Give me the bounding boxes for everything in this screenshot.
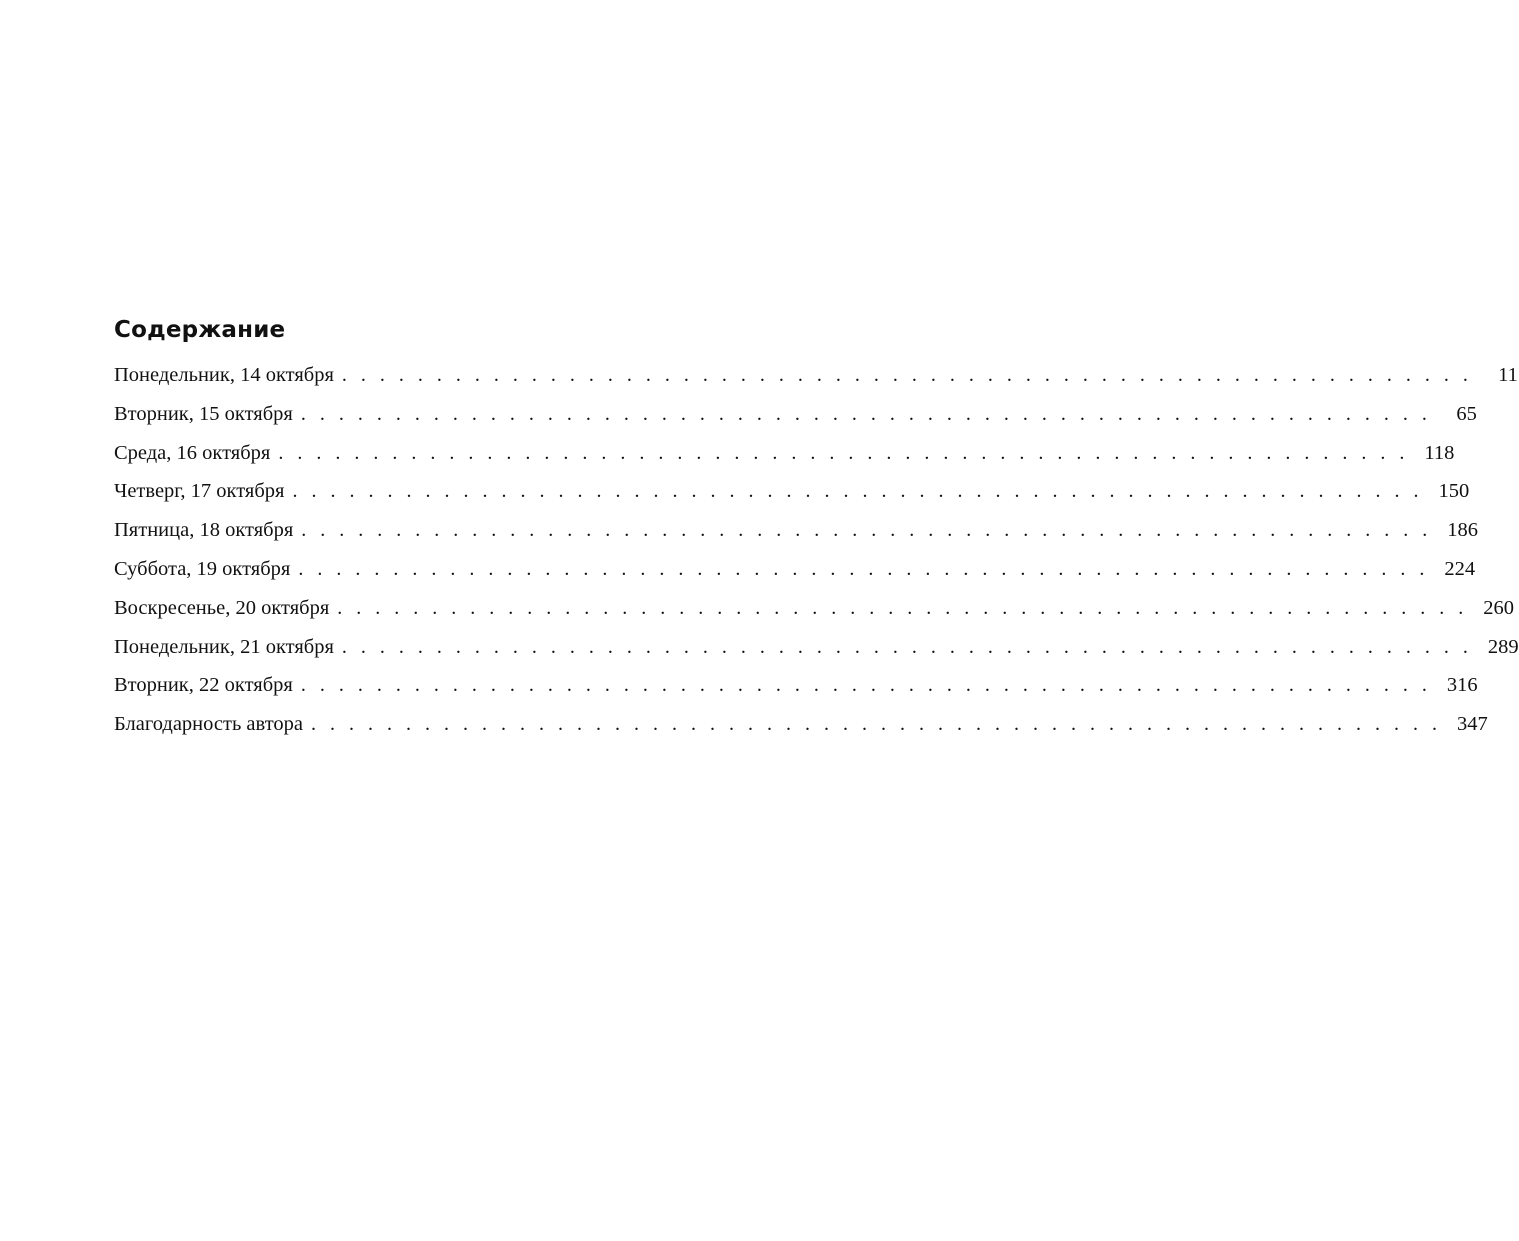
dot-leader: ............................................................ xyxy=(337,596,1478,619)
dot-leader: ............................................................ xyxy=(341,364,1482,386)
dot-leader: ............................................................ xyxy=(292,480,1433,503)
toc-entry-page-number: 260 xyxy=(1483,596,1515,619)
toc-list xyxy=(114,363,1519,751)
dot-leader: ............................................................ xyxy=(341,635,1482,658)
toc-entry-title: Среда, 16 октября xyxy=(114,441,271,464)
toc-entry-title: Благодарность автора xyxy=(114,713,303,736)
dot-leader: ............................................................ xyxy=(310,713,1451,736)
table-of-contents xyxy=(114,312,1519,751)
toc-entry-page-number: 316 xyxy=(1446,674,1478,697)
toc-entry xyxy=(114,712,1488,751)
toc-heading: Содержание xyxy=(114,317,286,343)
toc-entry xyxy=(114,557,1476,596)
toc-entry-page-number: 224 xyxy=(1444,557,1476,580)
toc-entry-title: Вторник, 15 октября xyxy=(114,402,293,425)
toc-entry xyxy=(114,441,1455,480)
dot-leader: ............................................................ xyxy=(298,557,1439,580)
dot-leader: ............................................................ xyxy=(301,519,1442,542)
dot-leader: ............................................................ xyxy=(300,402,1441,425)
toc-entry-title: Вторник, 22 октября xyxy=(114,674,293,697)
toc-entry xyxy=(114,479,1470,518)
toc-entry-page-number: 11 xyxy=(1498,364,1518,386)
toc-entry-page-number: 347 xyxy=(1456,713,1488,736)
toc-entry-page-number: 289 xyxy=(1487,635,1519,658)
toc-entry-title: Четверг, 17 октября xyxy=(114,480,285,503)
toc-entry-title: Понедельник, 14 октября xyxy=(114,364,334,386)
dot-leader: ............................................................ xyxy=(300,674,1441,697)
toc-entry-title: Суббота, 19 октября xyxy=(114,557,291,580)
toc-entry-title: Пятница, 18 октября xyxy=(114,519,294,542)
toc-entry-title: Воскресенье, 20 октября xyxy=(114,596,330,619)
toc-entry-page-number: 186 xyxy=(1447,519,1478,542)
toc-entry-title: Понедельник, 21 октября xyxy=(114,635,334,658)
toc-entry xyxy=(114,635,1519,674)
toc-entry-page-number: 150 xyxy=(1438,480,1470,503)
toc-entry xyxy=(114,596,1515,635)
toc-entry xyxy=(114,673,1478,712)
toc-entry xyxy=(114,363,1518,402)
toc-entry xyxy=(114,518,1478,557)
toc-entry-page-number: 65 xyxy=(1456,402,1477,425)
dot-leader: ............................................................ xyxy=(278,441,1419,464)
toc-entry xyxy=(114,402,1477,441)
toc-entry-page-number: 118 xyxy=(1424,441,1455,464)
